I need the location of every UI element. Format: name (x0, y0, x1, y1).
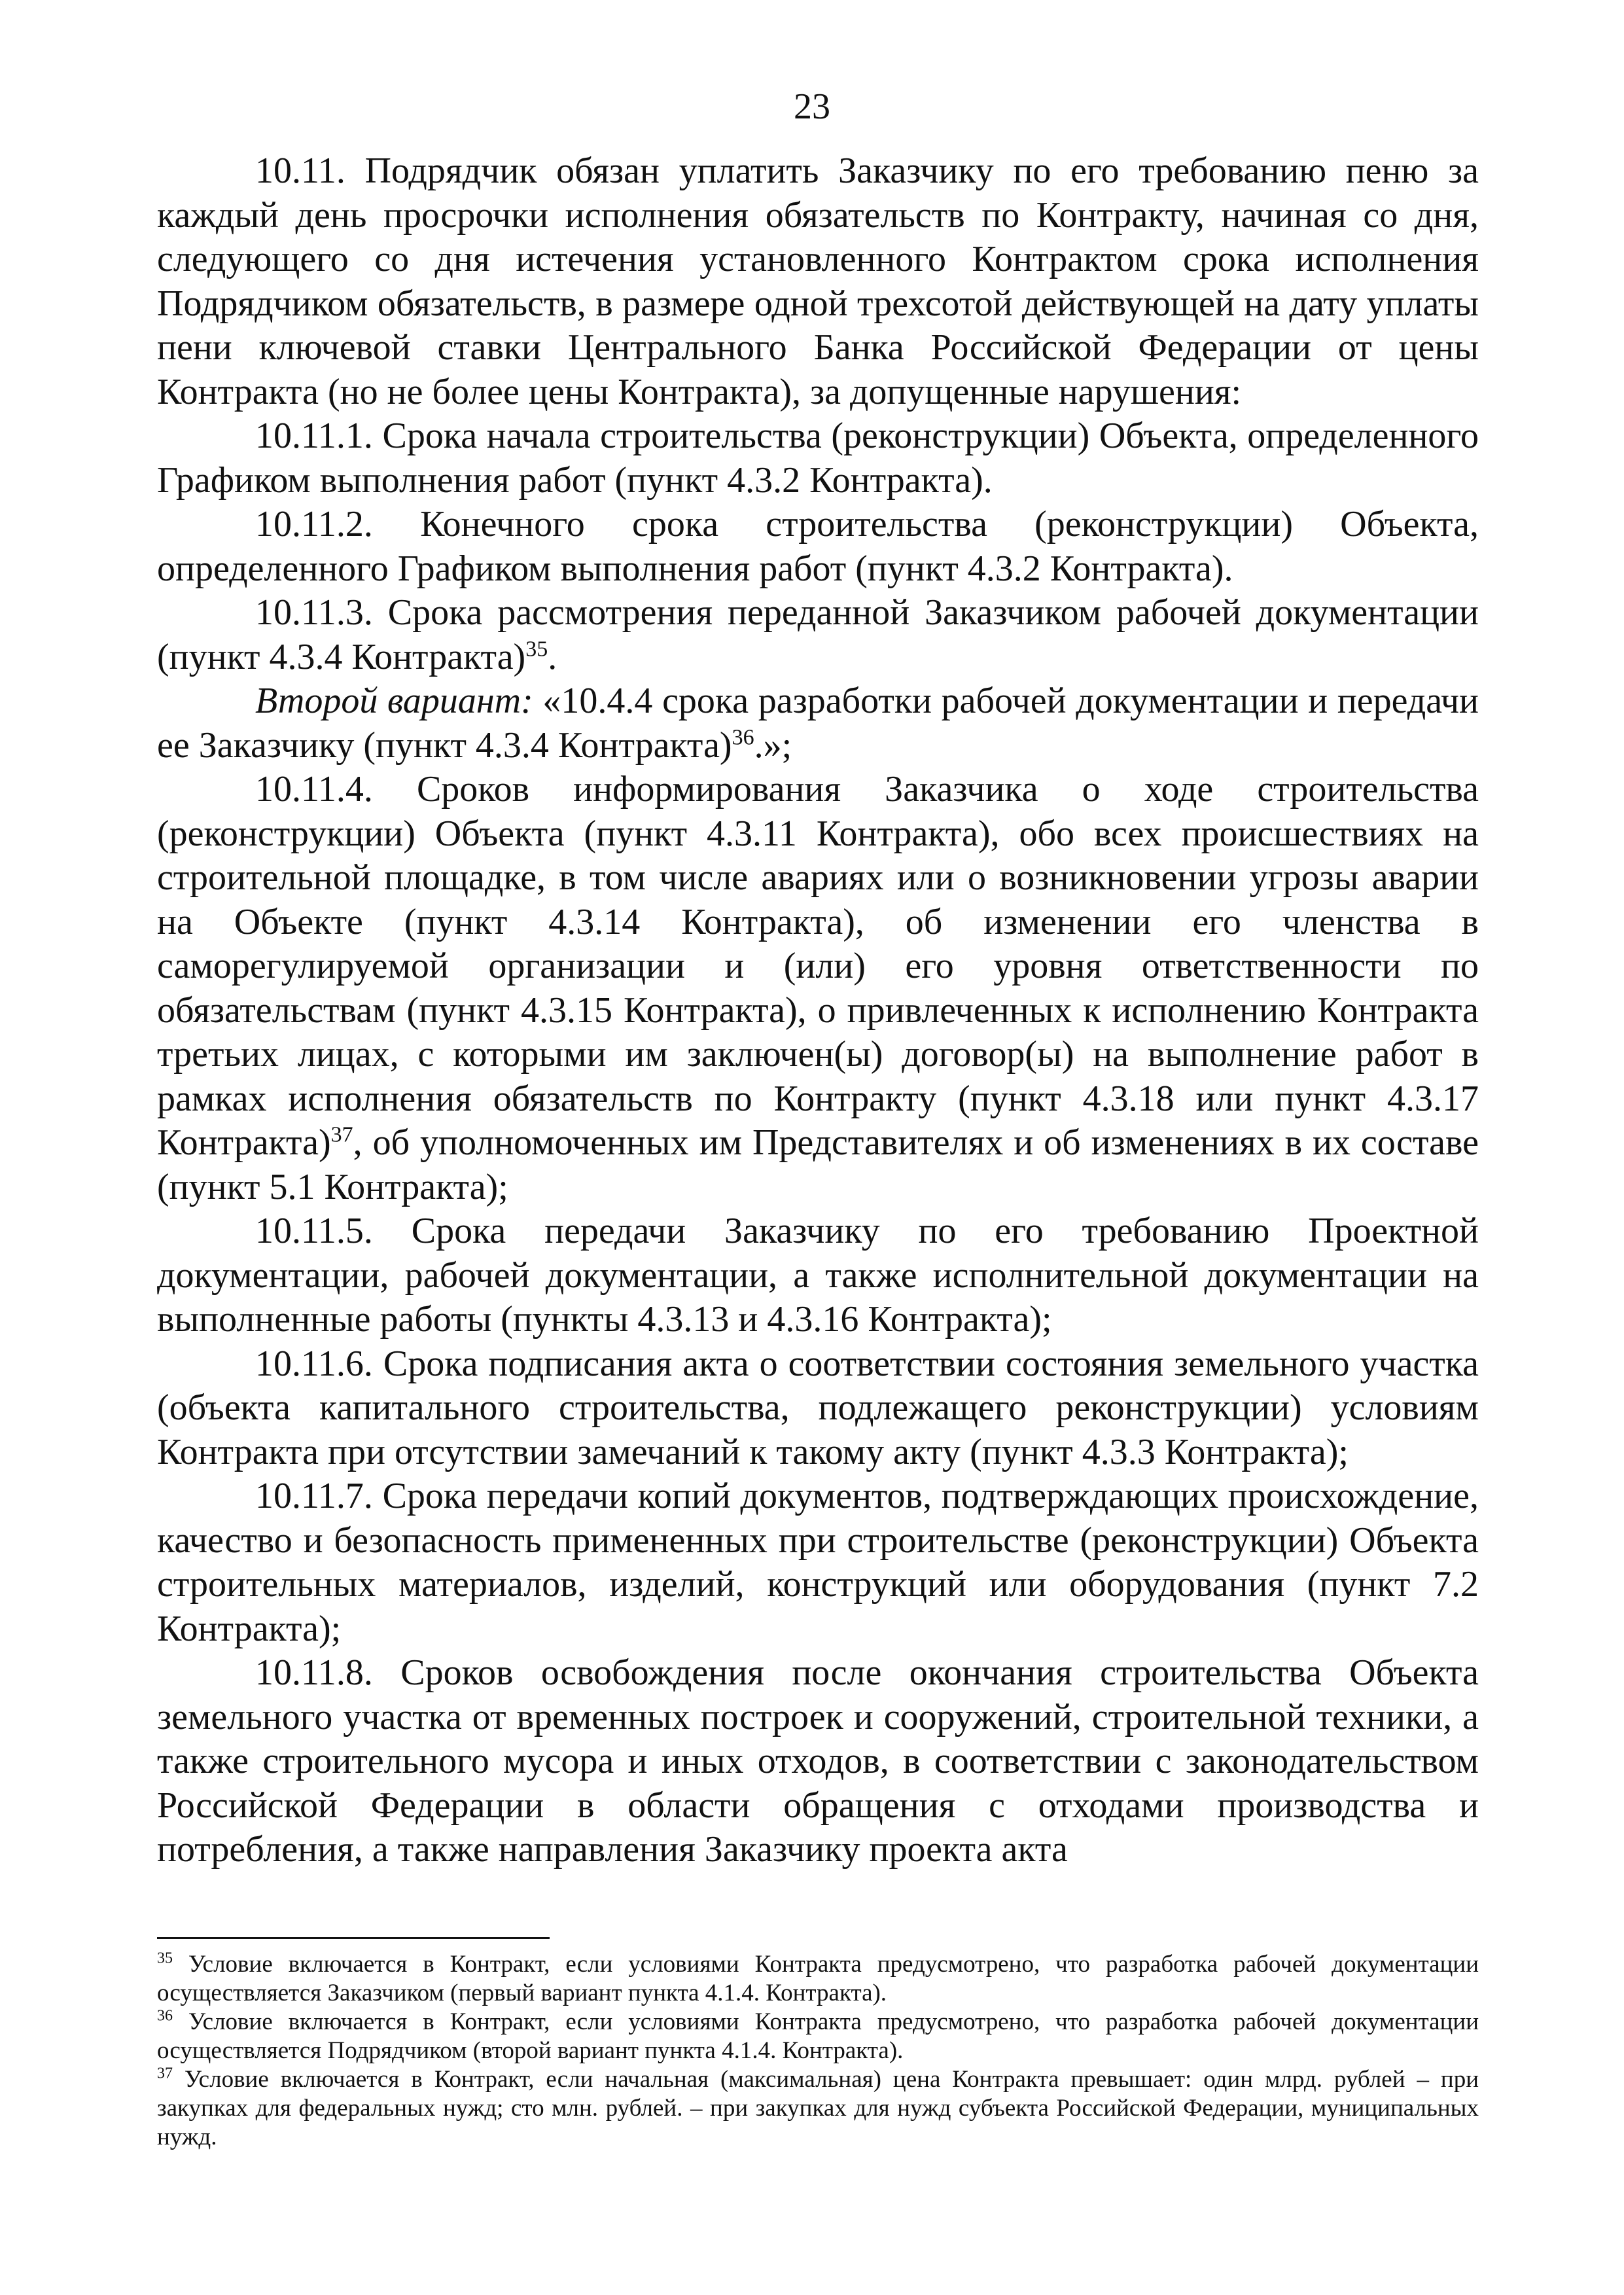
clause-10-11-8: 10.11.8. Сроков освобождения после окончания строительства Объекта земельного участка от временных построек и сооружений, строительной техники, а также строительного мусора и иных отходов, в соответствии с законодательством Российской Федерации в области обращения с отходами производства и потребления, а также направления Заказчику проекта акта (157, 1652, 1479, 1870)
clause-10-11: 10.11. Подрядчик обязан уплатить Заказчику по его требованию пеню за каждый день просрочки исполнения обязательств по Контракту, начиная со дня, следующего со дня истечения установленного Контрактом срока исполнения Подрядчиком обязательств, в размере одной трехсотой действующей на дату уплаты пени ключевой ставки Центрального Банка Российской Федерации от цены Контракта (но не более цены Контракта), за допущенные нарушения: (157, 151, 1479, 412)
footnote-36: $^{36}$ Условие включается в Контракт, если условиями Контракта предусмотрено, что разработка рабочей документации осуществляется Подрядчиком (второй вариант пункта 4.1.4. Контракта). (157, 2007, 1479, 2064)
footnote-35: $^{35}$ Условие включается в Контракт, если условиями Контракта предусмотрено, что разработка рабочей документации осуществляется Заказчиком (первый вариант пункта 4.1.4. Контракта). (157, 1949, 1479, 2006)
clause-10-11-2: 10.11.2. Конечного срока строительства (реконструкции) Объекта, определенного Графиком выполнения работ (пункт 4.3.2 Контракта). (157, 504, 1479, 589)
page-number: 23 (794, 86, 830, 127)
clause-10-11-5: 10.11.5. Срока передачи Заказчику по его требованию Проектной документации, рабочей документации, а также исполнительной документации на выполненные работы (пункты 4.3.13 и 4.3.16 Контракта); (157, 1211, 1479, 1340)
clause-10-11-1: 10.11.1. Срока начала строительства (реконструкции) Объекта, определенного Графиком выполнения работ (пункт 4.3.2 Контракта). (157, 416, 1479, 501)
clause-second-variant: Второй вариант: «10.4.4 срока разработки рабочей документации и передачи ее Заказчику (пункт 4.3.4 Контракта)$^{36}$.»; (157, 681, 1479, 766)
clause-10-11-6: 10.11.6. Срока подписания акта о соответствии состояния земельного участка (объекта капитального строительства, подлежащего реконструкции) условиям Контракта при отсутствии замечаний к такому акту (пункт 4.3.3 Контракта); (157, 1343, 1479, 1472)
variant-label: Второй вариант: (255, 681, 533, 721)
clause-10-11-3: 10.11.3. Срока рассмотрения переданной Заказчиком рабочей документации (пункт 4.3.4 Контракта)$^{35}$. (157, 592, 1479, 677)
contract-body (157, 149, 1479, 1872)
clause-10-11-7: 10.11.7. Срока передачи копий документов, подтверждающих происхождение, качество и безопасность примененных при строительстве (реконструкции) Объекта строительных материалов, изделий, конструкций или оборудования (пункт 7.2 Контракта); (157, 1476, 1479, 1649)
footnote-ref-35: 35 (525, 636, 548, 661)
footnote-ref-37: 37 (330, 1122, 353, 1147)
footnotes (157, 1950, 1479, 2152)
footnote-separator (157, 1937, 550, 1939)
clause-10-11-4: 10.11.4. Сроков информирования Заказчика о ходе строительства (реконструкции) Объекта (пункт 4.3.11 Контракта), обо всех происшествиях на строительной площадке, в том числе авариях или о возникновении угрозы аварии на Объекте (пункт 4.3.14 Контракта), об изменении его членства в саморегулируемой организации и (или) его уровня ответственности по обязательствам (пункт 4.3.15 Контракта), о привлеченных к исполнению Контракта третьих лицах, с которыми им заключен(ы) договор(ы) на выполнение работ в рамках исполнения обязательств по Контракту (пункт 4.3.18 или пункт 4.3.17 Контракта)$^{37}$, об уполномоченных им Представителях и об изменениях в их составе (пункт 5.1 Контракта); (157, 769, 1479, 1207)
footnote-37: $^{37}$ Условие включается в Контракт, если начальная (максимальная) цена Контракта превышает: один млрд. рублей – при закупках для федеральных нужд; сто млн. рублей. – при закупках для нужд субъекта Российской Федерации, муниципальных нужд. (157, 2065, 1479, 2150)
footnote-ref-36: 36 (732, 724, 754, 749)
